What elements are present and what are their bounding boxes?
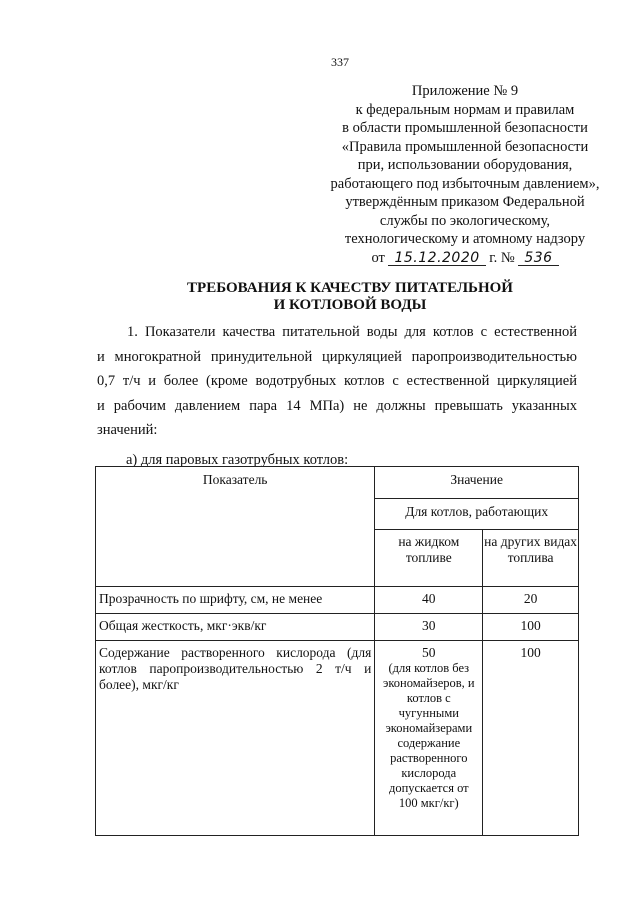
row-indicator: Содержание растворенного кислорода (для котлов паропроизводительностью 2 т/ч и более), мкг/кг (96, 641, 375, 836)
row-liquid-value: 50 (422, 645, 436, 660)
header-indicator: Показатель (96, 467, 375, 587)
table-row (96, 641, 579, 836)
row-liquid-cell (375, 641, 483, 836)
paragraph-line: 0,7 т/ч и более (кроме водотрубных котлов с естественной циркуляцией (97, 373, 577, 389)
appendix-line: «Правила промышленной безопасности (341, 138, 589, 155)
row-other-value: 100 (483, 614, 579, 641)
title-line-2: И КОТЛОВОЙ ВОДЫ (273, 297, 427, 313)
row-other-value: 100 (483, 641, 579, 836)
handwritten-number: 536 (518, 251, 558, 266)
header-liquid-fuel: на жидком топливе (375, 530, 483, 587)
appendix-line: к федеральным нормам и правилам (355, 101, 575, 118)
handwritten-date: 15.12.2020 (388, 251, 485, 266)
title-line-1: ТРЕБОВАНИЯ К КАЧЕСТВУ ПИТАТЕЛЬНОЙ (187, 280, 513, 296)
appendix-line: работающего под избыточным давлением», (330, 175, 600, 192)
appendix-line: утверждённым приказом Федеральной (345, 194, 585, 210)
header-for-boilers: Для котлов, работающих (375, 499, 579, 530)
number-prefix: г. № (489, 249, 515, 266)
header-other-fuel: на других видах топлива (483, 530, 579, 587)
row-indicator: Общая жесткость, мкг·экв/кг (96, 614, 375, 641)
page-number: 337 (331, 55, 349, 69)
appendix-line: при, использовании оборудования, (357, 157, 573, 173)
header-value: Значение (375, 467, 579, 499)
row-liquid-value: 40 (375, 587, 483, 614)
requirements-table (95, 466, 579, 836)
paragraph-line: и многократной принудительной циркуляцией паропроизводительностью (97, 348, 577, 365)
date-prefix: от (371, 249, 385, 266)
row-other-value: 20 (483, 587, 579, 614)
appendix-line: Приложение № 9 (411, 83, 519, 99)
paragraph-line: и рабочим давлением пара 14 МПа) не должны превышать указанных (97, 397, 577, 414)
appendix-header (300, 82, 630, 267)
table-row (96, 614, 579, 641)
order-date-number (300, 249, 630, 268)
table-row (96, 587, 579, 614)
paragraph-line: 1. Показатели качества питательной воды для котлов с естественной (127, 324, 577, 340)
row-liquid-value: 30 (375, 614, 483, 641)
appendix-line: в области промышленной безопасности (342, 120, 588, 136)
row-liquid-note: (для котлов без экономайзеров, и котлов с чугунными экономайзерами содержание растворенного кислорода допускается от 100 мкг/кг) (382, 661, 475, 810)
document-title (160, 280, 540, 314)
appendix-line: технологическому и атомному надзору (344, 231, 586, 247)
row-indicator: Прозрачность по шрифту, см, не менее (96, 587, 375, 614)
paragraph-1 (97, 320, 577, 443)
appendix-line: службы по экологическому, (379, 212, 551, 229)
paragraph-line: значений: (97, 422, 158, 438)
subheading: а) для паровых газотрубных котлов: (126, 452, 349, 468)
